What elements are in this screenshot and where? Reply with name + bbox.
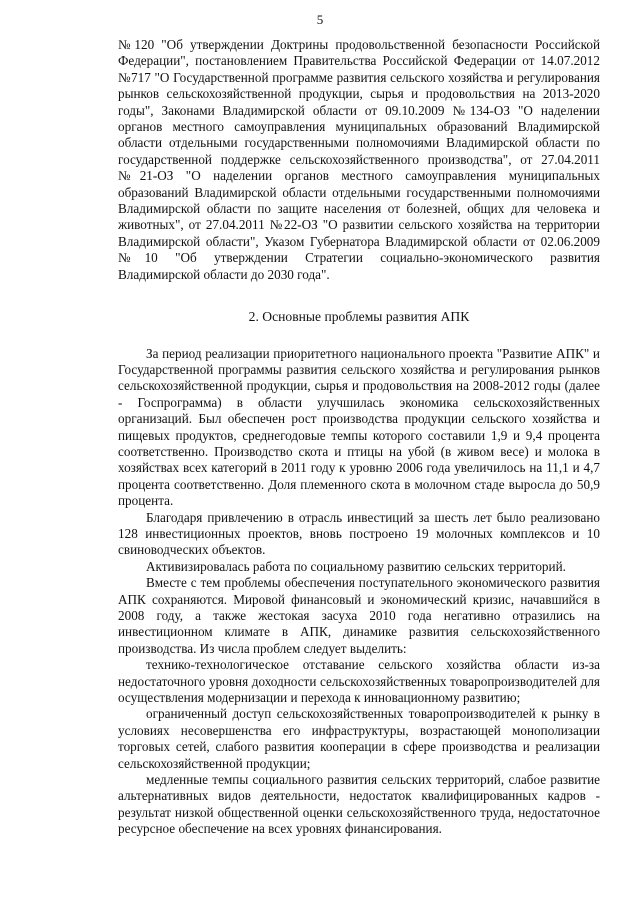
page-number: 5 [316,12,324,27]
intro-paragraph: №120 "Об утверждении Доктрины продовольственной безопасности Российской Федерации", постановлением Правительства Российской Федерации от 14.07.2012 №717 "О Государственной программе развития сельского хозяйства и регулирования рынков сельскохозяйственной продукции, сырья и продовольствия на 2013-2020 годы", Законами Владимирской области от 09.10.2009 №134-ОЗ "О наделении органов местного самоуправления муниципальных образований Владимирской области отдельными государственными полномочиями Владимирской области по государственной поддержке сельскохозяйственного производства", от 27.04.2011 №21-ОЗ "О наделении органов местного самоуправления муниципальных образований Владимирской области отдельными государственными полномочиями Владимирской области по защите населения от болезней, общих для человека и животных", от 27.04.2011 №22-ОЗ "О развитии сельского хозяйства на территории Владимирской области", Указом Губернатора Владимирской области от 02.06.2009 №10 "Об утверждении Стратегии социально-экономического развития Владимирской области до 2030 года". [118,37,600,282]
problem-item-market-access: ограниченный доступ сельскохозяйственных товаропроизводителей к рынку в условиях несовершенства его инфраструктуры, возрастающей монополизации торговых сетей, слабого развития кооперации в сфере производства и реализации сельскохозяйственной продукции; [118,706,600,771]
paragraph-achievements: За период реализации приоритетного национального проекта "Развитие АПК" и Государственной программы развития сельского хозяйства и регулирования рынков сельскохозяйственной продукции, сырья и продовольствия на 2008-2012 годы (далее - Госпрограмма) в области улучшилась экономика сельскохозяйственных организаций. Был обеспечен рост производства продукции сельского хозяйства и пищевых продуктов, среднегодовые темпы которого составили 1,9 и 9,4 процента соответственно. Производство скота и птицы на убой (в живом весе) и молока в хозяйствах всех категорий в 2011 году к уровню 2006 года увеличилось на 11,1 и 4,7 процента соответственно. Доля племенного скота в молочном стаде выросла до 50,9 процента. [118,345,600,509]
document-body [118,37,600,838]
problem-item-social: медленные темпы социального развития сельских территорий, слабое развитие альтернативных видов деятельности, недостаток квалифицированных кадров - результат низкой общественной оценки сельскохозяйственного труда, недостаточное ресурсное обеспечение на всех уровнях финансирования. [118,772,600,837]
paragraph-problems: Вместе с тем проблемы обеспечения поступательного экономического развития АПК сохраняются. Мировой финансовый и экономический кризис, начавшийся в 2008 году, а также жестокая засуха 2010 года негативно отразились на инвестиционном климате в АПК, динамике развития сельскохозяйственного производства. Из числа проблем следует выделить: [118,575,600,656]
problem-item-technology: технико-технологическое отставание сельского хозяйства области из-за недостаточного уровня доходности сельскохозяйственных товаропроизводителей для осуществления модернизации и перехода к инновационному развитию; [118,657,600,706]
paragraph-social-development: Активизировалась работа по социальному развитию сельских территорий. [146,558,566,574]
section-heading: 2. Основные проблемы развития АПК [248,309,470,325]
paragraph-investments: Благодаря привлечению в отрасль инвестиций за шесть лет было реализовано 128 инвестиционных проектов, вновь построено 19 молочных комплексов и 10 свиноводческих объектов. [118,509,600,558]
